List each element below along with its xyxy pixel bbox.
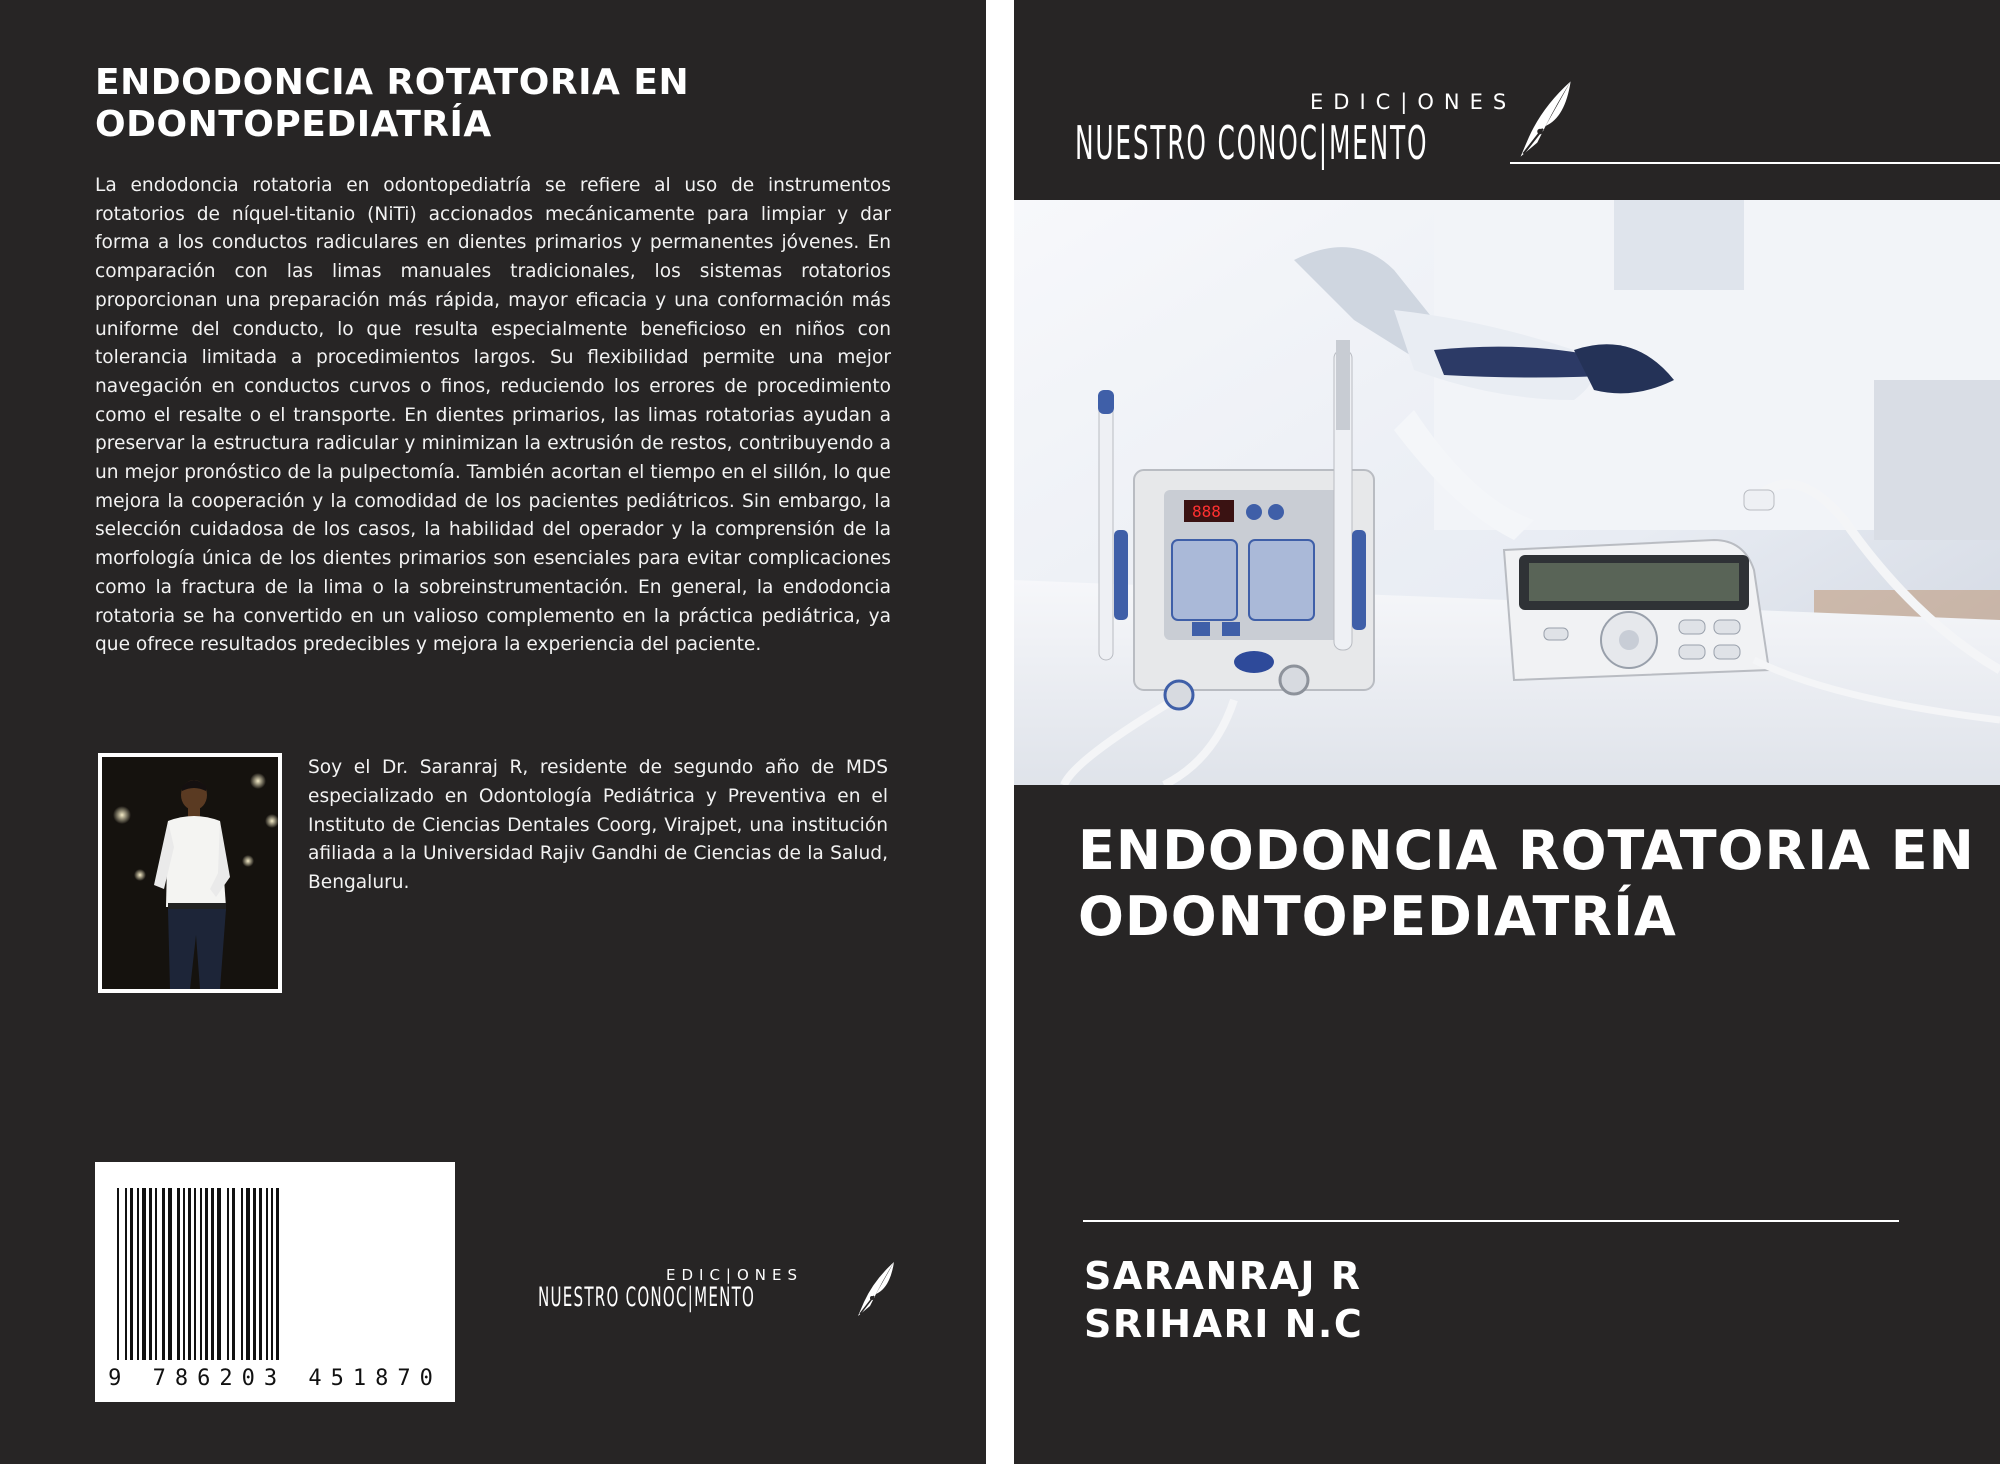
- back-cover-title: ENDODONCIA ROTATORIA EN ODONTOPEDIATRÍA: [95, 62, 690, 145]
- barcode-bar: [188, 1188, 191, 1360]
- barcode-bar: [211, 1188, 214, 1360]
- barcode-bar: [276, 1188, 279, 1360]
- publisher-logo-line1: EDIC|ONES: [1310, 90, 1517, 114]
- barcode-bar: [200, 1188, 202, 1360]
- barcode-bar: [232, 1188, 235, 1360]
- barcode-bar: [183, 1188, 185, 1360]
- dental-equipment-photo: [1014, 200, 2000, 785]
- publisher-logo-front: [1075, 72, 1595, 172]
- barcode-bar: [125, 1188, 127, 1360]
- isbn-number: 9 786203 451870: [108, 1366, 442, 1391]
- barcode-bar: [271, 1188, 273, 1360]
- barcode-bar: [177, 1188, 180, 1360]
- fountain-pen-nib-icon: [1515, 74, 1579, 164]
- book-spine: [986, 0, 1014, 1464]
- author-photo: [98, 753, 282, 993]
- publisher-logo-line1: EDIC|ONES: [666, 1266, 804, 1284]
- author-name-2: SRIHARI N.C: [1084, 1302, 1364, 1346]
- barcode-bar: [266, 1188, 268, 1360]
- author-divider: [1083, 1220, 1899, 1222]
- barcode-bar: [168, 1188, 172, 1360]
- author-name-1: SARANRAJ R: [1084, 1254, 1362, 1298]
- barcode-bar: [259, 1188, 262, 1360]
- barcode-bar: [241, 1188, 243, 1360]
- barcode-bar: [162, 1188, 165, 1360]
- back-cover: [0, 0, 986, 1464]
- logo-underline: [1510, 162, 2000, 164]
- barcode-bar: [253, 1188, 256, 1360]
- barcode-bar: [194, 1188, 196, 1360]
- publisher-logo-line2: NUESTRO CONOC|MENTO: [538, 1282, 756, 1313]
- front-cover-title: ENDODONCIA ROTATORIA EN ODONTOPEDIATRÍA: [1078, 819, 1975, 948]
- publisher-logo-back: [538, 1260, 908, 1330]
- barcode-bar: [246, 1188, 250, 1360]
- author-bio: Soy el Dr. Saranraj R, residente de segundo año de MDS especializado en Odontología Pediátrica y Preventiva en el Instituto de Ciencias Dentales Coorg, Virajpet, una institución afiliada a la Universidad Rajiv Gandhi de Ciencias de la Salud, Bengaluru.: [308, 757, 888, 894]
- barcode: [95, 1162, 455, 1402]
- barcode-bar: [137, 1188, 139, 1360]
- fountain-pen-nib-icon: [854, 1260, 900, 1318]
- barcode-bar: [155, 1188, 157, 1360]
- barcode-bar: [142, 1188, 146, 1360]
- barcode-bar: [149, 1188, 152, 1360]
- book-blurb: La endodoncia rotatoria en odontopediatría se refiere al uso de instrumentos rotatorios de níquel-titanio (NiTi) accionados mecánicamente para limpiar y dar forma a los conductos radiculares en dientes primarios y permanentes jóvenes. En comparación con las limas manuales tradicionales, los sistemas rotatorios proporcionan una preparación más rápida, mayor eficacia y una conformación más uniforme del conducto, lo que resulta especialmente beneficioso en niños con tolerancia limitada a procedimientos largos. Su flexibilidad permite una mejor navegación en conductos curvos o finos, reduciendo los errores de procedimiento como el resalte o el transporte. En dientes primarios, las limas rotatorias ayudan a preservar la estructura radicular y minimizan la extrusión de restos, contribuyendo a un mejor pronóstico de la pulpectomía. También acortan el tiempo en el sillón, lo que mejora la cooperación y la comodidad de los pacientes pediátricos. Sin embargo, la selección cuidadosa de los casos, la habilidad del operador y la comprensión de la morfología única de los dientes primarios son esenciales para evitar complicaciones como la fractura de la lima o la sobreinstrumentación. En general, la endodoncia rotatoria se ha convertido en un valioso complemento en la práctica pediátrica, ya que ofrece resultados predecibles y mejora la experiencia del paciente.: [95, 175, 891, 656]
- barcode-bar: [117, 1188, 119, 1360]
- svg-text:888: 888: [1192, 502, 1221, 521]
- barcode-bar: [227, 1188, 229, 1360]
- barcode-bar: [130, 1188, 133, 1360]
- barcode-bar: [205, 1188, 208, 1360]
- publisher-logo-line2: NUESTRO CONOC|MENTO: [1075, 116, 1429, 170]
- barcode-bar: [217, 1188, 221, 1360]
